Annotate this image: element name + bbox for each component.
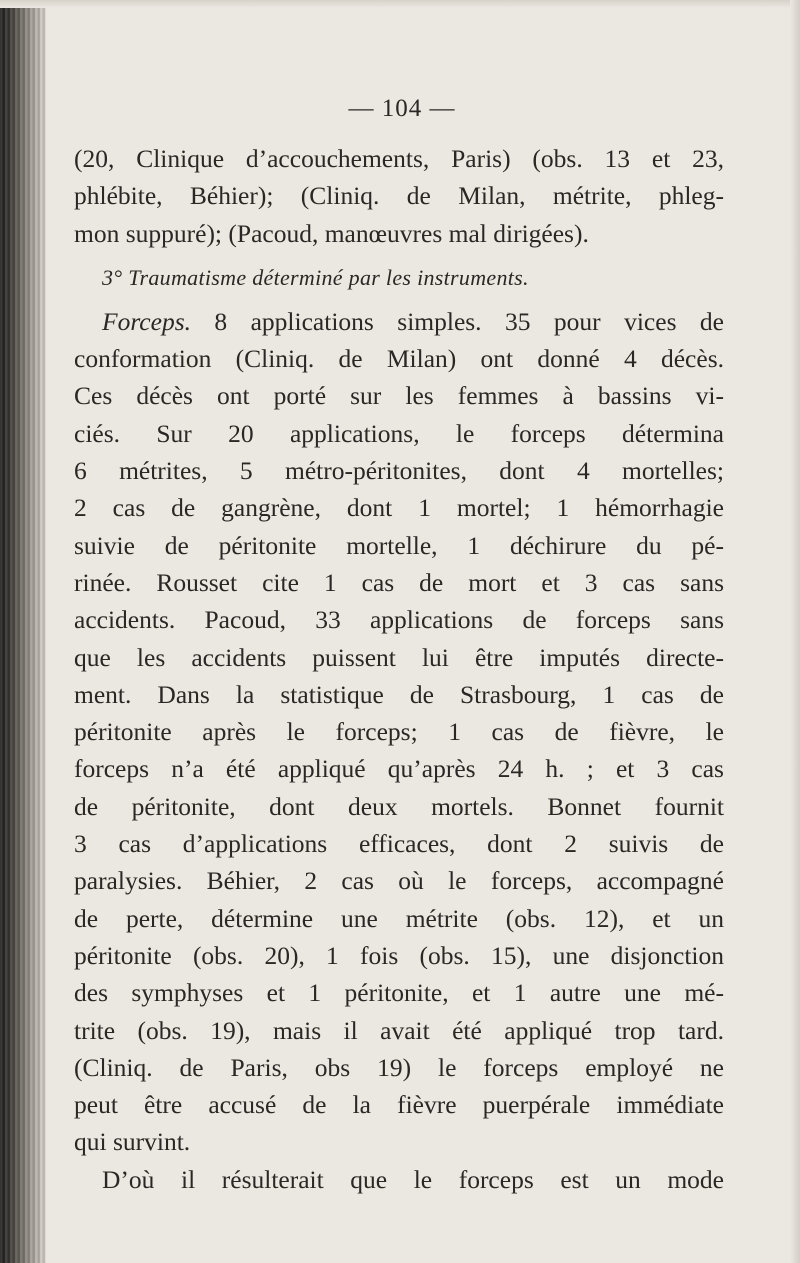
text-line: péritonite (obs. 20), 1 fois (obs. 15), une disjonction xyxy=(74,940,724,970)
text-line: mon suppuré); (Pacoud, manœuvres mal dirigées). xyxy=(74,218,589,248)
text-line: (20, Clinique d’accouchements, Paris) (obs. 13 et 23, xyxy=(74,144,724,173)
text-line: paralysies. Béhier, 2 cas où le forceps, accompagné xyxy=(74,866,724,896)
text-line: (Cliniq. de Paris, obs 19) le forceps employé ne xyxy=(74,1052,724,1082)
text-line: ciés. Sur 20 applications, le forceps détermina xyxy=(74,418,724,448)
text-line: rinée. Rousset cite 1 cas de mort et 3 cas sans xyxy=(74,567,724,597)
text-line: qui survint. xyxy=(74,1127,191,1157)
text-line: trite (obs. 19), mais il avait été appliqué trop tard. xyxy=(74,1015,724,1045)
paragraph-lead-word: Forceps. xyxy=(102,306,191,336)
text-line: 6 métrites, 5 métro-péritonites, dont 4 mortelles; xyxy=(74,456,724,486)
paragraph-first-text: 8 applications simples. 35 pour vices de xyxy=(191,306,724,336)
paragraph-first-line xyxy=(74,303,724,340)
text-line: suivie de péritonite mortelle, 1 déchirure du pé- xyxy=(74,530,724,560)
text-line: des symphyses et 1 péritonite, et 1 autre une mé- xyxy=(74,978,724,1008)
text-line: accidents. Pacoud, 33 applications de forceps sans xyxy=(74,605,724,635)
text-line: de péritonite, dont deux mortels. Bonnet fournit xyxy=(74,791,724,821)
text-line: que les accidents puissent lui être imputés directe- xyxy=(74,642,724,672)
text-line: ment. Dans la statistique de Strasbourg, 1 cas de xyxy=(74,679,724,709)
text-line: de perte, détermine une métrite (obs. 12), et un xyxy=(74,903,724,933)
section-heading: 3° Traumatisme déterminé par les instruments. xyxy=(102,264,529,290)
text-line: D’où il résulterait que le forceps est un mode xyxy=(102,1164,724,1194)
text-line: Ces décès ont porté sur les femmes à bassins vi- xyxy=(74,381,724,411)
book-binding-edge xyxy=(0,0,46,1263)
text-line: conformation (Cliniq. de Milan) ont donné 4 décès. xyxy=(74,344,724,374)
text-line: phlébite, Béhier); (Cliniq. de Milan, métrite, phleg- xyxy=(74,181,724,211)
page-text xyxy=(74,140,724,1198)
page-top-edge xyxy=(0,0,800,8)
page-number: — 104 — xyxy=(348,95,456,122)
text-line: peut être accusé de la fièvre puerpérale immédiate xyxy=(74,1090,724,1120)
text-line: 3 cas d’applications efficaces, dont 2 suivis de xyxy=(74,829,724,859)
text-line: forceps n’a été appliqué qu’après 24 h. ; et 3 cas xyxy=(74,754,724,784)
page-right-edge xyxy=(790,0,800,1263)
text-line: péritonite après le forceps; 1 cas de fièvre, le xyxy=(74,717,724,747)
text-line: 2 cas de gangrène, dont 1 mortel; 1 hémorrhagie xyxy=(74,493,724,523)
